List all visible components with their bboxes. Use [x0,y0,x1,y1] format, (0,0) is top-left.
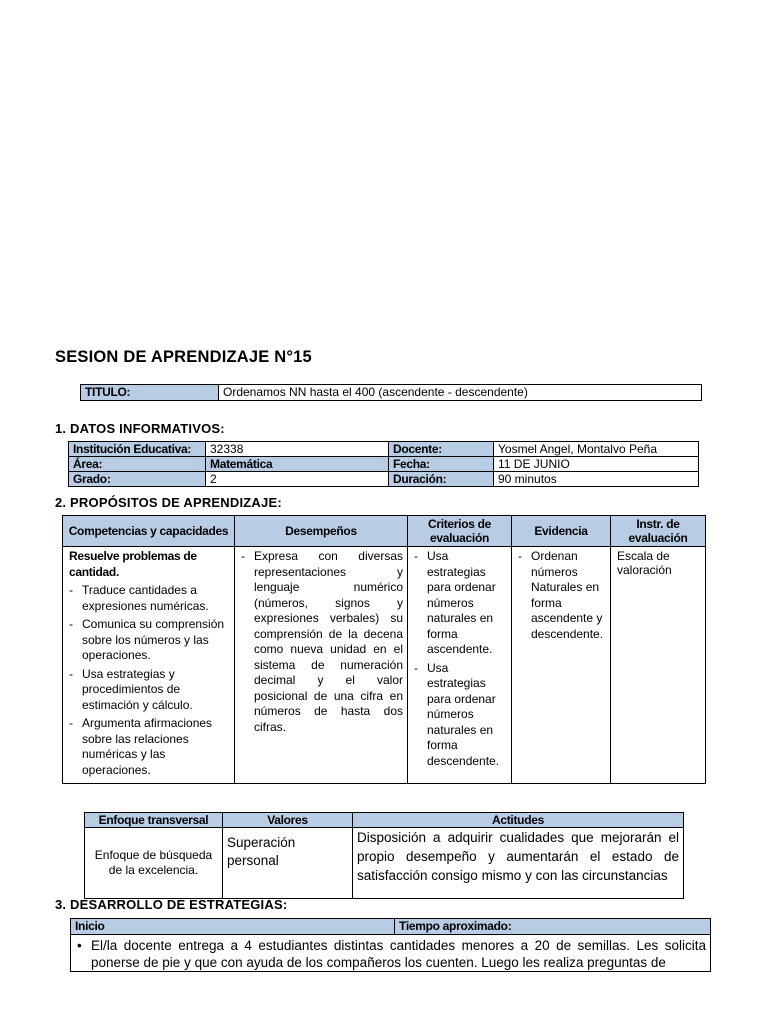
list-item: - Usa estrategias para ordenar números naturales en forma descendente. [414,661,507,770]
institucion-value: 32338 [206,442,389,457]
list-item: - Comunica su comprensión sobre los números y las operaciones. [69,617,230,664]
list-item: - Traduce cantidades a expresiones numéricas. [69,583,230,614]
competencia-title: Resuelve problemas de cantidad. [69,549,197,579]
duracion-value: 90 minutos [494,472,699,487]
duracion-label: Duración: [389,472,494,487]
header-desempenos: Desempeños [235,516,408,547]
header-actitudes: Actitudes [353,813,684,828]
header-enfoque: Enfoque transversal [85,813,223,828]
desempenos-list [241,549,403,735]
titulo-table [80,384,702,401]
area-value: Matemática [206,457,389,472]
institucion-label: Institución Educativa: [69,442,206,457]
propositos-table [62,515,706,784]
titulo-value: Ordenamos NN hasta el 400 (ascendente - descendente) [219,385,702,401]
fecha-value: 11 DE JUNIO [494,457,699,472]
header-criterios: Criterios de evaluación [408,516,512,547]
docente-value: Yosmel Angel, Montalvo Peña [494,442,699,457]
criterios-list [414,549,507,769]
docente-label: Docente: [389,442,494,457]
grado-value: 2 [206,472,389,487]
list-item: • El/la docente entrega a 4 estudiantes distintas cantidades menores a 20 de semillas. Les solicita ponerse de pie y que con ayuda de los compañeros los cuenten. Luego les realiza preguntas de [77,937,706,971]
grado-label: Grado: [69,472,206,487]
datos-table [68,441,699,487]
header-evidencia: Evidencia [512,516,611,547]
section-heading-datos: 1. DATOS INFORMATIVOS: [55,421,225,436]
competencias-cell [63,547,235,784]
list-item: - Usa estrategias para ordenar números naturales en forma ascendente. [414,549,507,658]
titulo-label: TITULO: [81,385,219,401]
evidencia-cell [512,547,611,784]
fecha-label: Fecha: [389,457,494,472]
list-item: - Expresa con diversas representaciones y lenguaje numérico (números, signos y expresiones verbales) su comprensión de la decena como nueva unidad en el sistema de numeración decimal y el valor posicional de una cifra en números de hasta dos cifras. [241,549,403,735]
list-item: - Ordenan números Naturales en forma ascendente y descendente. [518,549,606,642]
estrategias-cell [71,935,711,972]
header-instrumento: Instr. de evaluación [611,516,706,547]
header-valores: Valores [223,813,353,828]
enfoque-table [84,812,684,899]
valor-value: Superación personal [223,828,353,899]
capacidades-list [69,583,230,778]
actitud-value: Disposición a adquirir cualidades que mejorarán el propio desempeño y aumentarán el estado de satisfacción consigo mismo y con las circunstancias [353,828,684,899]
instrumento-cell: Escala de valoración [611,547,706,784]
evidencia-list [518,549,606,642]
criterios-cell [408,547,512,784]
enfoque-value: Enfoque de búsqueda de la excelencia. [85,828,223,899]
area-label: Área: [69,457,206,472]
tiempo-label: Tiempo aproximado: [395,919,711,935]
inicio-label: Inicio [71,919,395,935]
section-heading-propositos: 2. PROPÓSITOS DE APRENDIZAJE: [55,495,282,510]
page-title: SESION DE APRENDIZAJE N°15 [55,348,312,366]
header-competencias: Competencias y capacidades [63,516,235,547]
section-heading-estrategias: 3. DESARROLLO DE ESTRATEGIAS: [55,897,288,912]
list-item: - Usa estrategias y procedimientos de estimación y cálculo. [69,667,230,714]
desempenos-cell [235,547,408,784]
list-item: - Argumenta afirmaciones sobre las relaciones numéricas y las operaciones. [69,716,230,778]
estrategias-table [70,918,711,972]
